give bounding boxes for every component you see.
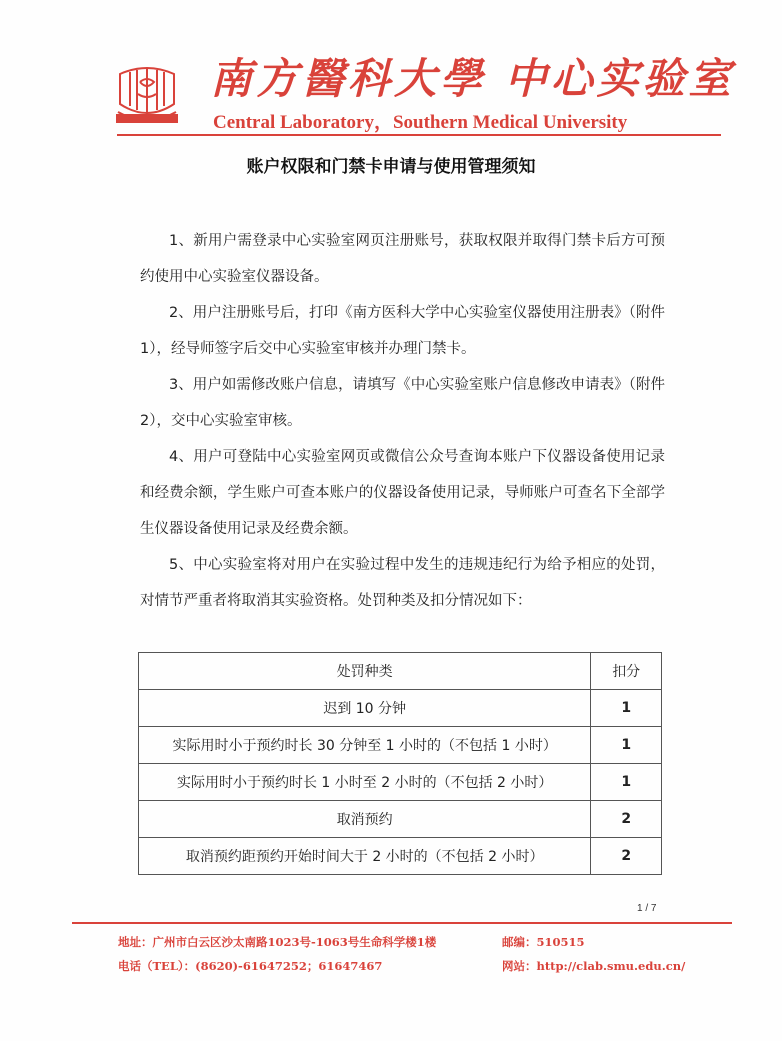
penalty-table (138, 652, 662, 875)
institution-name-cn: 南方醫科大學 中心实验室 (210, 54, 735, 103)
table-row (139, 690, 662, 727)
table-row (139, 727, 662, 764)
table-cell-points: 2 (591, 801, 662, 838)
table-cell-type: 取消预约距预约开始时间大于 2 小时的（不包括 2 小时） (139, 838, 591, 875)
table-header-points: 扣分 (591, 653, 662, 690)
footer-divider (72, 922, 732, 924)
footer-telephone: 电话（TEL）：(8620)-61647252；61647467 (118, 959, 383, 973)
footer-address: 地址：广州市白云区沙太南路1023号-1063号生命科学楼1楼 (118, 935, 437, 949)
table-cell-points: 1 (591, 690, 662, 727)
paragraph-1: 1、新用户需登录中心实验室网页注册账号，获取权限并取得门禁卡后方可预约使用中心实验室仪器设备。 (140, 233, 665, 285)
table-header-row (139, 653, 662, 690)
table-cell-type: 实际用时小于预约时长 30 分钟至 1 小时的（不包括 1 小时） (139, 727, 591, 764)
paragraph-2: 2、用户注册账号后，打印《南方医科大学中心实验室仪器使用注册表》（附件 1），经导师签字后交中心实验室审核并办理门禁卡。 (140, 305, 665, 357)
university-emblem-icon (112, 60, 182, 126)
header-divider (117, 134, 721, 136)
paragraph-4: 4、用户可登陆中心实验室网页或微信公众号查询本账户下仪器设备使用记录和经费余额，学生账户可查本账户的仪器设备使用记录，导师账户可查名下全部学生仪器设备使用记录及经费余额。 (140, 449, 665, 537)
table-row (139, 764, 662, 801)
table-row (139, 838, 662, 875)
table-cell-points: 1 (591, 764, 662, 801)
table-cell-points: 2 (591, 838, 662, 875)
footer-website-link[interactable]: 网站：http://clab.smu.edu.cn/ (502, 959, 686, 973)
paragraph-3: 3、用户如需修改账户信息，请填写《中心实验室账户信息修改申请表》（附件 2），交中心实验室审核。 (140, 377, 665, 429)
document-title: 账户权限和门禁卡申请与使用管理须知 (246, 157, 536, 177)
table-cell-type: 迟到 10 分钟 (139, 690, 591, 727)
table-cell-type: 实际用时小于预约时长 1 小时至 2 小时的（不包括 2 小时） (139, 764, 591, 801)
table-row (139, 801, 662, 838)
footer-postcode: 邮编：510515 (502, 935, 585, 949)
page-number: 1 / 7 (637, 903, 657, 914)
institution-name-en: Central Laboratory，Southern Medical University (213, 112, 628, 133)
table-cell-type: 取消预约 (139, 801, 591, 838)
table-cell-points: 1 (591, 727, 662, 764)
table-header-type: 处罚种类 (139, 653, 591, 690)
paragraph-5: 5、中心实验室将对用户在实验过程中发生的违规违纪行为给予相应的处罚，对情节严重者将取消其实验资格。处罚种类及扣分情况如下： (140, 557, 665, 609)
document-body (140, 223, 665, 619)
